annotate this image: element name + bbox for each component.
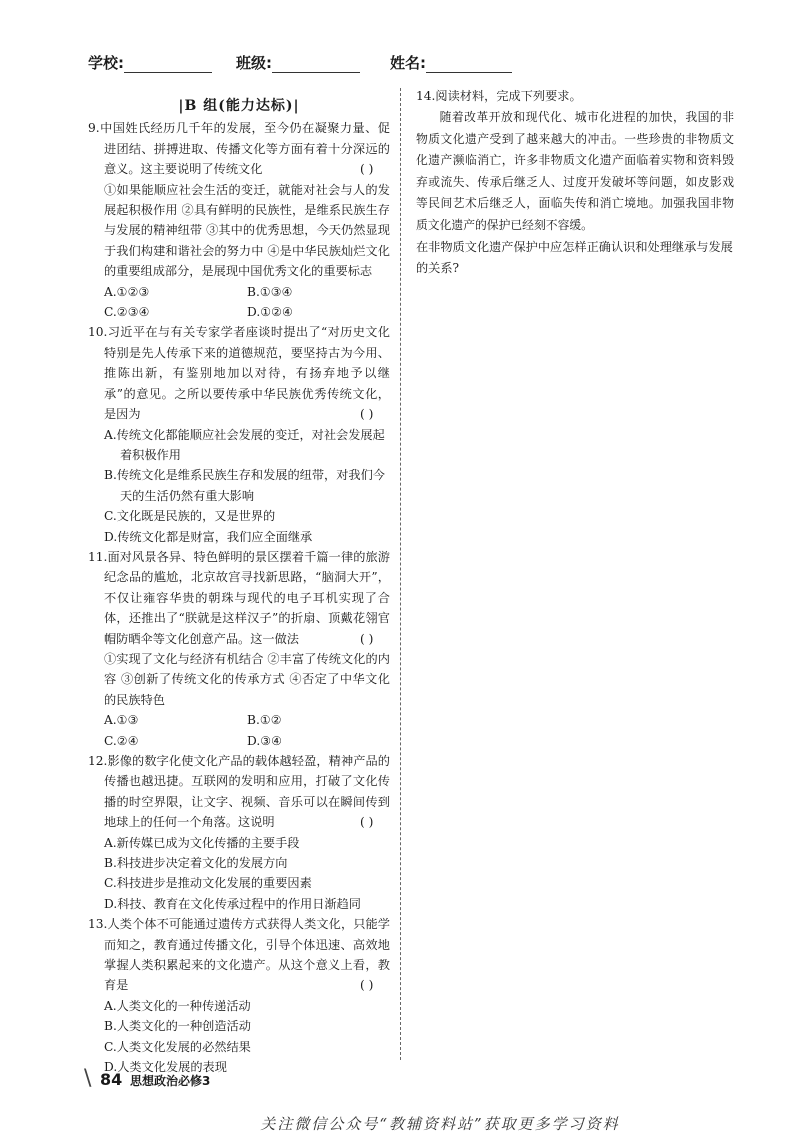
option-c[interactable]: C.②④: [104, 733, 139, 748]
footer-slash: \: [84, 1066, 92, 1091]
option-a[interactable]: A.传统文化都能顺应社会发展的变迁，对社会发展起着积极作用: [104, 427, 385, 462]
statement-list: ①如果能顺应社会生活的变迁，就能对社会与人的发展起积极作用 ②具有鲜明的民族性，是维系民族生存与发展的精神纽带 ③其中的优秀思想，今天仍然显现于我们构建和谐社会的努力中 ④是中华民族灿烂文化的重要组成部分，是展现中国优秀文化的重要标志: [104, 182, 390, 279]
answer-paren[interactable]: ( ): [360, 815, 374, 830]
option-b[interactable]: B.人类文化的一种创造活动: [104, 1019, 251, 1034]
statement-list: ①实现了文化与经济有机结合 ②丰富了传统文化的内容 ③创新了传统文化的传承方式 ④否定了中华文化的民族特色: [104, 651, 390, 707]
class-label: 班级:: [236, 54, 272, 72]
page-number: 84: [100, 1070, 123, 1089]
question-stem: 9.中国姓氏经历几千年的发展，至今仍在凝聚力量、促进团结、拼搏进取、传播文化等方面有着十分深远的意义。这主要说明了传统文化 ( ): [88, 118, 390, 179]
question-12: [88, 751, 390, 914]
question-13: [88, 914, 390, 1077]
class-field: [236, 52, 360, 73]
option-a[interactable]: A.①②③: [104, 284, 150, 299]
book-title: 思想政治必修3: [130, 1074, 211, 1088]
option-row: [88, 302, 390, 322]
question-11: [88, 547, 390, 751]
name-label: 姓名:: [390, 54, 426, 72]
option-b[interactable]: B.①②: [247, 713, 282, 728]
question-14: [416, 86, 734, 479]
option-a[interactable]: A.新传媒已成为文化传播的主要手段: [104, 835, 300, 850]
name-blank[interactable]: [426, 56, 512, 73]
handwritten-note: 关注微信公众号“教辅资料站”获取更多学习资料: [260, 1115, 620, 1133]
answer-paren[interactable]: ( ): [360, 407, 374, 422]
option-c[interactable]: C.②③④: [104, 305, 150, 320]
answer-paren[interactable]: ( ): [360, 631, 374, 646]
option-d[interactable]: D.人类文化发展的表现: [104, 1060, 227, 1075]
question-stem: 14.阅读材料，完成下列要求。: [416, 89, 582, 103]
option-a[interactable]: A.①③: [104, 713, 139, 728]
option-a[interactable]: A.人类文化的一种传递活动: [104, 998, 251, 1013]
option-d[interactable]: D.③④: [247, 733, 283, 748]
reading-material: 随着改革开放和现代化、城市化进程的加快，我国的非物质文化遗产受到了越来越大的冲击。一些珍贵的非物质文化遗产濒临消亡，许多非物质文化遗产面临着实物和资料毁弃或流失、传承后继乏人、过度开发破坏等问题，如皮影戏等民间艺术后继乏人，面临失传和消亡境地。加强我国非物质文化遗产的保护已经刻不容缓。: [416, 110, 734, 232]
option-c[interactable]: C.人类文化发展的必然结果: [104, 1039, 251, 1054]
question-prompt: 在非物质文化遗产保护中应怎样正确认识和处理继承与发展的关系?: [416, 239, 733, 275]
class-blank[interactable]: [272, 56, 360, 73]
option-d[interactable]: D.传统文化都是财富，我们应全面继承: [104, 529, 313, 544]
question-9: [88, 118, 390, 322]
column-divider: [400, 88, 401, 1060]
question-stem: 11.面对风景各异、特色鲜明的景区摆着千篇一律的旅游纪念品的尴尬，北京故宫寻找新思路，“脑洞大开”，不仅让雍容华贵的朝珠与现代的电子耳机实现了合体，还推出了“朕就是这样汉子”的折扇、顶戴花翎官帽防晒伞等文化创意产品。这一做法 ( ): [88, 547, 390, 649]
name-field: [390, 52, 512, 73]
answer-area[interactable]: [416, 279, 734, 479]
option-row: [88, 731, 390, 751]
school-blank[interactable]: [124, 56, 212, 73]
option-d[interactable]: D.①②④: [247, 305, 293, 320]
right-column: [416, 86, 734, 479]
option-b[interactable]: B.①③④: [247, 284, 293, 299]
option-c[interactable]: C.科技进步是推动文化发展的重要因素: [104, 876, 312, 891]
option-b[interactable]: B.传统文化是维系民族生存和发展的纽带，对我们今天的生活仍然有重大影响: [104, 468, 385, 503]
school-label: 学校:: [88, 54, 124, 72]
question-stem: 12.影像的数字化使文化产品的载体越轻盈，精神产品的传播也越迅捷。互联网的发明和应用，打破了文化传播的时空界限，让文字、视频、音乐可以在瞬间传到地球上的任何一个角落。这说明 ( ): [88, 751, 390, 833]
answer-paren[interactable]: ( ): [360, 978, 374, 993]
answer-paren[interactable]: ( ): [360, 162, 374, 177]
option-b[interactable]: B.科技进步决定着文化的发展方向: [104, 856, 288, 871]
school-field: [88, 52, 212, 73]
option-d[interactable]: D.科技、教育在文化传承过程中的作用日渐趋同: [104, 896, 361, 911]
option-row: [88, 710, 390, 730]
option-row: [88, 282, 390, 302]
group-title: |B 组(能力达标)|: [178, 98, 300, 114]
option-c[interactable]: C.文化既是民族的，又是世界的: [104, 509, 276, 524]
student-info-header: [88, 52, 728, 76]
left-column: [88, 96, 390, 1078]
question-stem: 10.习近平在与有关专家学者座谈时提出了“对历史文化特别是先人传承下来的道德规范，要坚持古为今用、推陈出新，有鉴别地加以对待，有扬弃地予以继承”的意见。之所以要传承中华民族优秀传统文化，是因为 ( ): [88, 322, 390, 424]
question-10: [88, 322, 390, 546]
question-stem: 13.人类个体不可能通过遗传方式获得人类文化，只能学而知之，教育通过传播文化，引导个体迅速、高效地掌握人类积累起来的文化遗产。从这个意义上看，教育是 ( ): [88, 914, 390, 996]
